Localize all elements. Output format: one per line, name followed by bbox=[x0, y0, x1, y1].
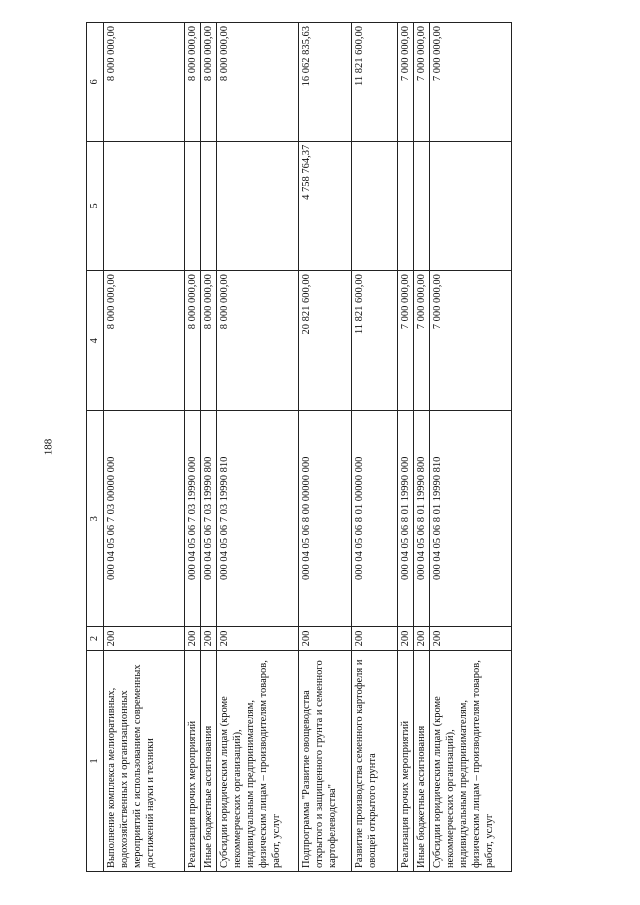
row-grbs: 200 bbox=[414, 627, 430, 651]
table-row bbox=[430, 23, 512, 872]
header-col-1: 1 bbox=[87, 650, 104, 871]
table-row bbox=[352, 23, 398, 872]
budget-table bbox=[86, 22, 512, 872]
row-col6: 8 000 000,00 bbox=[185, 23, 201, 142]
row-code: 000 04 05 06 8 01 19990 000 bbox=[398, 411, 414, 627]
row-code: 000 04 05 06 8 00 00000 000 bbox=[299, 411, 352, 627]
row-col4: 8 000 000,00 bbox=[201, 271, 217, 411]
row-col5 bbox=[217, 141, 299, 270]
table-row bbox=[185, 23, 201, 872]
table-row bbox=[217, 23, 299, 872]
row-code: 000 04 05 06 7 03 19990 800 bbox=[201, 411, 217, 627]
row-grbs: 200 bbox=[217, 627, 299, 651]
row-name: Субсидии юридическим лицам (кроме некоммерческих организаций), индивидуальным предпринимателям, физическим лицам – производителям товаров, работ, услуг bbox=[217, 650, 299, 871]
row-col5 bbox=[185, 141, 201, 270]
header-col-2: 2 bbox=[87, 627, 104, 651]
header-col-3: 3 bbox=[87, 411, 104, 627]
row-grbs: 200 bbox=[104, 627, 185, 651]
table-row bbox=[414, 23, 430, 872]
row-col4: 8 000 000,00 bbox=[217, 271, 299, 411]
table-row bbox=[398, 23, 414, 872]
row-name: Реализация прочих мероприятий bbox=[185, 650, 201, 871]
row-grbs: 200 bbox=[185, 627, 201, 651]
row-col5 bbox=[398, 141, 414, 270]
table-header-row bbox=[87, 23, 104, 872]
header-col-5: 5 bbox=[87, 141, 104, 270]
row-col5: 4 758 764,37 bbox=[299, 141, 352, 270]
page-number: 188 bbox=[42, 438, 55, 456]
row-code: 000 04 05 06 7 03 19990 000 bbox=[185, 411, 201, 627]
row-col5 bbox=[201, 141, 217, 270]
row-name: Субсидии юридическим лицам (кроме некоммерческих организаций), индивидуальным предпринимателям, физическим лицам – производителям товаров, работ, услуг bbox=[430, 650, 512, 871]
row-grbs: 200 bbox=[430, 627, 512, 651]
row-grbs: 200 bbox=[201, 627, 217, 651]
row-col4: 7 000 000,00 bbox=[414, 271, 430, 411]
table-row bbox=[299, 23, 352, 872]
row-col5 bbox=[104, 141, 185, 270]
row-col5 bbox=[414, 141, 430, 270]
row-name: Выполнение комплекса мелиоративных, водохозяйственных и организационных мероприятий с использованием современных достижений науки и техники bbox=[104, 650, 185, 871]
row-col6: 7 000 000,00 bbox=[430, 23, 512, 142]
row-col6: 7 000 000,00 bbox=[398, 23, 414, 142]
row-col4: 7 000 000,00 bbox=[398, 271, 414, 411]
row-code: 000 04 05 06 8 01 00000 000 bbox=[352, 411, 398, 627]
row-col6: 8 000 000,00 bbox=[104, 23, 185, 142]
row-code: 000 04 05 06 7 03 00000 000 bbox=[104, 411, 185, 627]
row-name: Иные бюджетные ассигнования bbox=[201, 650, 217, 871]
row-name: Развитие производства семенного картофеля и овощей открытого грунта bbox=[352, 650, 398, 871]
row-col6: 16 062 835,63 bbox=[299, 23, 352, 142]
row-col4: 8 000 000,00 bbox=[104, 271, 185, 411]
row-col6: 7 000 000,00 bbox=[414, 23, 430, 142]
row-col4: 11 821 600,00 bbox=[352, 271, 398, 411]
row-grbs: 200 bbox=[352, 627, 398, 651]
row-col4: 8 000 000,00 bbox=[185, 271, 201, 411]
row-col6: 8 000 000,00 bbox=[201, 23, 217, 142]
row-col6: 11 821 600,00 bbox=[352, 23, 398, 142]
budget-table-container bbox=[86, 22, 626, 872]
row-col5 bbox=[352, 141, 398, 270]
row-name: Иные бюджетные ассигнования bbox=[414, 650, 430, 871]
row-grbs: 200 bbox=[398, 627, 414, 651]
row-name: Реализация прочих мероприятий bbox=[398, 650, 414, 871]
row-grbs: 200 bbox=[299, 627, 352, 651]
row-col6: 8 000 000,00 bbox=[217, 23, 299, 142]
table-row bbox=[104, 23, 185, 872]
row-code: 000 04 05 06 8 01 19990 800 bbox=[414, 411, 430, 627]
header-col-4: 4 bbox=[87, 271, 104, 411]
row-col4: 7 000 000,00 bbox=[430, 271, 512, 411]
row-col4: 20 821 600,00 bbox=[299, 271, 352, 411]
table-row bbox=[201, 23, 217, 872]
row-code: 000 04 05 06 8 01 19990 810 bbox=[430, 411, 512, 627]
row-code: 000 04 05 06 7 03 19990 810 bbox=[217, 411, 299, 627]
header-col-6: 6 bbox=[87, 23, 104, 142]
row-name: Подпрограмма "Развитие овощеводства открытого и защищенного грунта и семенного картофелеводства" bbox=[299, 650, 352, 871]
row-col5 bbox=[430, 141, 512, 270]
